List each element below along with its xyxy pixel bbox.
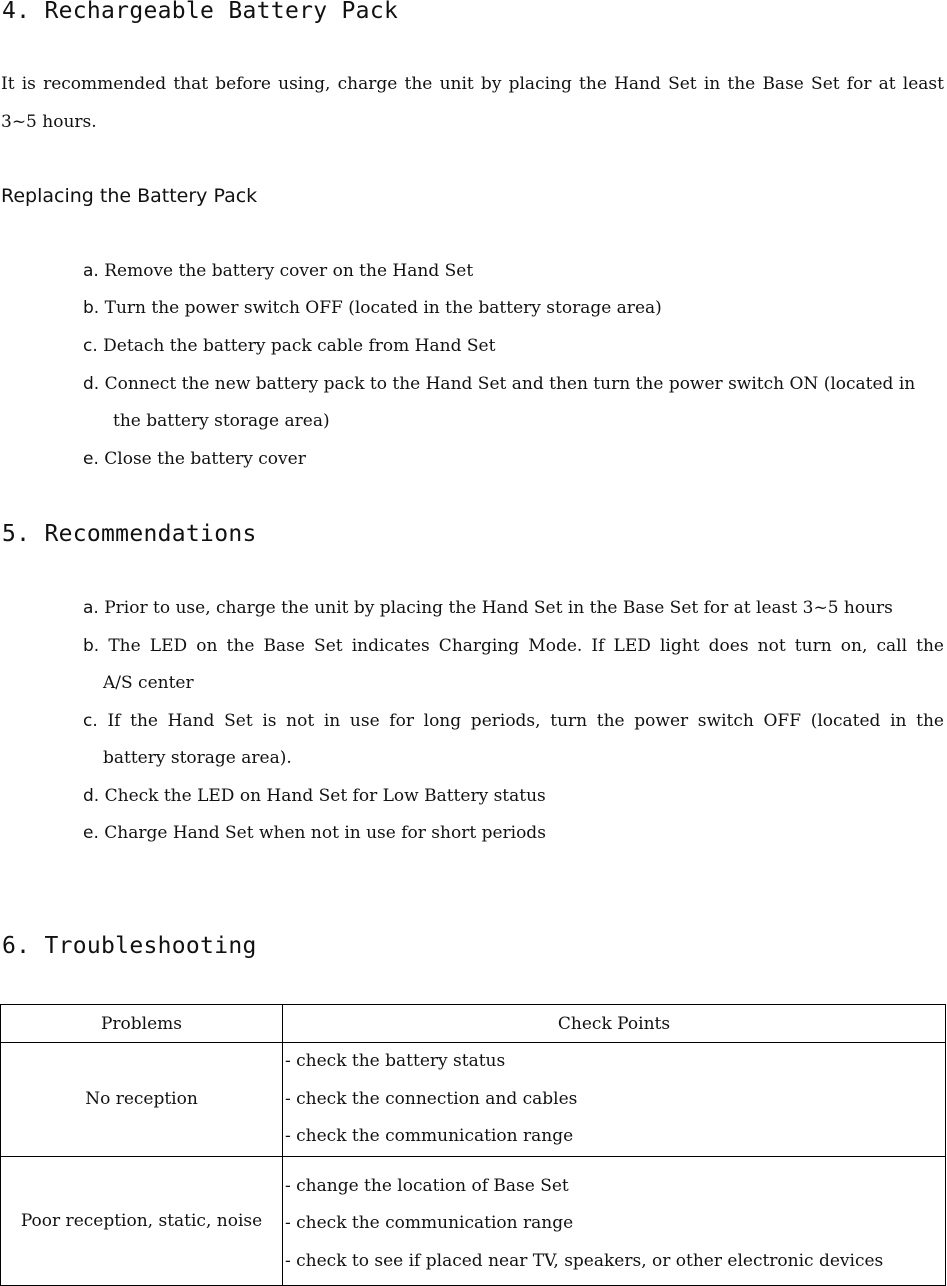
check-points-list <box>283 1043 945 1156</box>
item-marker: a. <box>83 598 99 618</box>
item-text: If the Hand Set is not in use for long periods, turn the power switch OFF (located in the <box>107 711 944 731</box>
item-marker: e. <box>83 823 99 843</box>
recommendation-e <box>83 823 546 843</box>
section-5-title: 5. Recommendations <box>2 521 257 547</box>
check-point: - check to see if placed near TV, speakers, or other electronic devices <box>285 1250 884 1271</box>
table-header-row <box>1 1005 946 1043</box>
battery-step-d-continued: the battery storage area) <box>113 411 330 431</box>
recommendation-b <box>83 636 944 656</box>
step-text: Connect the new battery pack to the Hand Set and then turn the power switch ON (located in <box>104 374 916 394</box>
item-marker: b. <box>83 636 100 656</box>
recommendation-b-continued: A/S center <box>103 673 194 693</box>
check-points-list <box>283 1161 945 1281</box>
step-text: Turn the power switch OFF (located in the battery storage area) <box>104 298 662 318</box>
battery-step-a <box>83 261 473 281</box>
battery-replace-subtitle: Replacing the Battery Pack <box>1 185 258 207</box>
check-point: - check the communication range <box>285 1126 574 1146</box>
check-point: - check the connection and cables <box>285 1088 578 1109</box>
check-points-cell <box>283 1043 946 1157</box>
check-point: - check the communication range <box>285 1213 574 1234</box>
table-row <box>1 1156 946 1285</box>
check-point: - change the location of Base Set <box>285 1175 569 1196</box>
battery-step-b <box>83 298 662 318</box>
step-marker: a. <box>83 261 99 281</box>
battery-step-d <box>83 374 915 394</box>
item-text: Charge Hand Set when not in use for short periods <box>104 823 546 843</box>
step-text: Remove the battery cover on the Hand Set <box>104 261 474 281</box>
recommendation-c-continued: battery storage area). <box>103 748 292 768</box>
recommendation-c <box>83 711 944 731</box>
recommendation-d <box>83 786 546 806</box>
step-text: Detach the battery pack cable from Hand Set <box>103 336 496 356</box>
problem-cell: No reception <box>1 1043 283 1157</box>
step-marker: c. <box>83 336 98 356</box>
table-row <box>1 1043 946 1157</box>
item-text: Prior to use, charge the unit by placing the Hand Set in the Base Set for at least 3~5 hours <box>104 598 893 618</box>
check-point: - check the battery status <box>285 1051 506 1071</box>
step-marker: e. <box>83 449 99 469</box>
item-marker: d. <box>83 786 100 806</box>
recommendation-a <box>83 598 893 618</box>
section-6-title: 6. Troubleshooting <box>2 933 257 959</box>
item-text: Check the LED on Hand Set for Low Battery status <box>104 786 546 806</box>
item-text: The LED on the Base Set indicates Charging Mode. If LED light does not turn on, call the <box>108 636 944 656</box>
section-4-title: 4. Rechargeable Battery Pack <box>2 0 399 24</box>
check-points-cell <box>283 1156 946 1285</box>
battery-step-c <box>83 336 495 356</box>
battery-step-e <box>83 449 306 469</box>
step-text: Close the battery cover <box>104 449 306 469</box>
step-marker: b. <box>83 298 100 318</box>
step-marker: d. <box>83 374 100 394</box>
troubleshooting-table <box>0 1004 946 1286</box>
header-problems: Problems <box>1 1005 283 1043</box>
item-marker: c. <box>83 711 98 731</box>
section-4-intro: It is recommended that before using, charge the unit by placing the Hand Set in the Base Set for at least 3~5 hours. <box>1 74 944 132</box>
problem-cell: Poor reception, static, noise <box>1 1156 283 1285</box>
header-check-points: Check Points <box>283 1005 946 1043</box>
